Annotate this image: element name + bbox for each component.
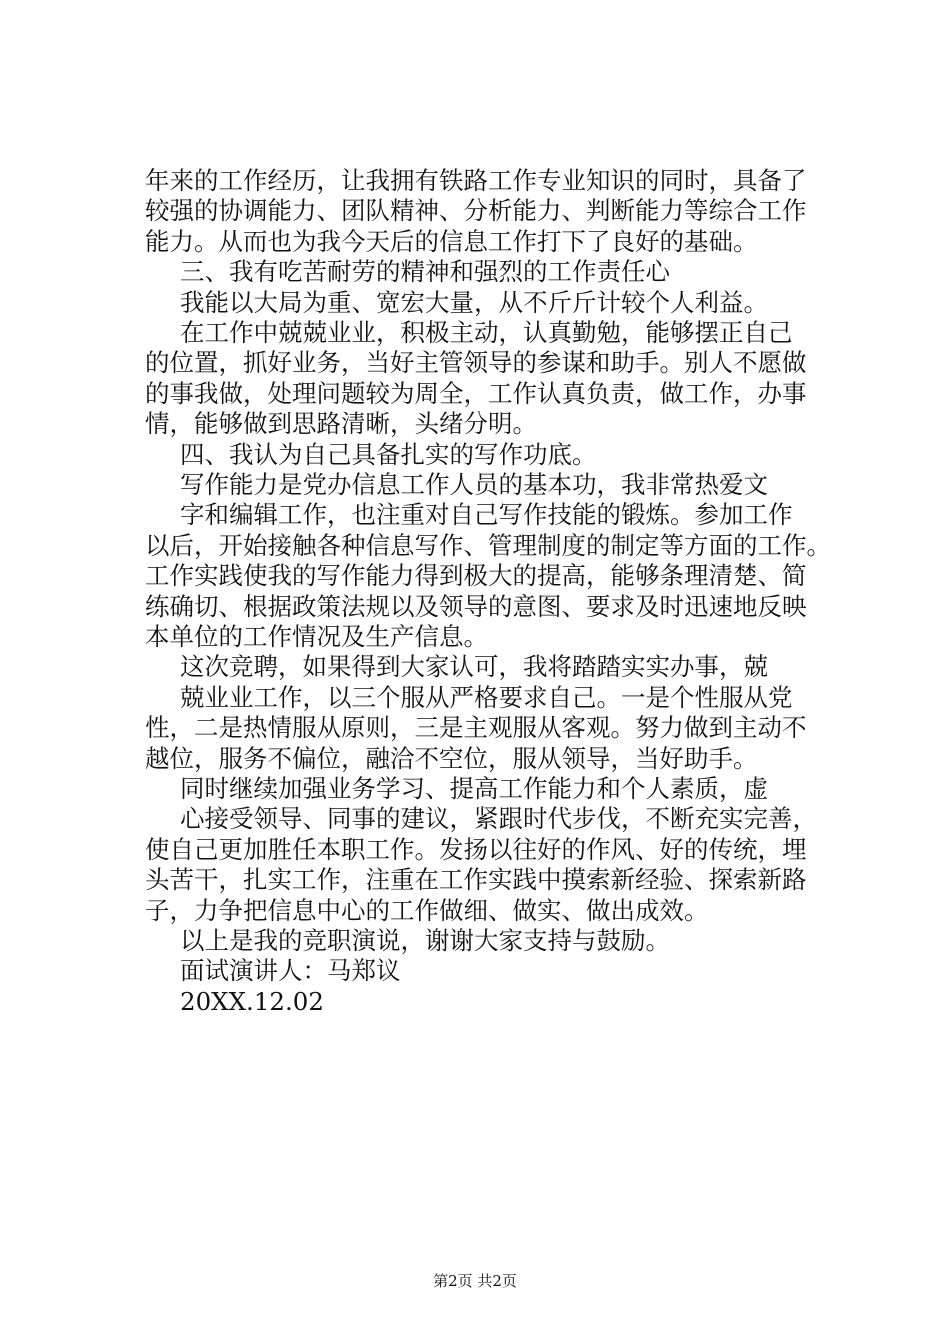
- text-line: 练确切、根据政策法规以及领导的意图、要求及时迅速地反映: [145, 591, 807, 621]
- text-line: 四、我认为自己具备扎实的写作功底。: [180, 439, 597, 469]
- text-line: 性，二是热情服从原则，三是主观服从客观。努力做到主动不: [145, 713, 807, 743]
- text-line: 以后，开始接触各种信息写作、管理制度的制定等方面的工作。: [145, 530, 831, 560]
- text-line: 子，力争把信息中心的工作做细、做实、做出成效。: [145, 895, 709, 925]
- page-footer: 第2页 共2页: [433, 1272, 517, 1290]
- text-line: 工作实践使我的写作能力得到极大的提高，能够条理清楚、简: [145, 561, 807, 591]
- text-line: 头苦干，扎实工作，注重在工作实践中摸索新经验、探索新路: [145, 865, 807, 895]
- text-line: 三、我有吃苦耐劳的精神和强烈的工作责任心: [180, 257, 670, 287]
- text-line: 能力。从而也为我今天后的信息工作打下了良好的基础。: [145, 226, 758, 256]
- text-line: 面试演讲人：马郑议: [180, 956, 401, 986]
- text-line: 我能以大局为重、宽宏大量，从不斤斤计较个人利益。: [180, 287, 768, 317]
- text-line: 同时继续加强业务学习、提高工作能力和个人素质，虚: [180, 774, 768, 803]
- text-line: 情，能够做到思路清晰，头绪分明。: [145, 409, 537, 439]
- text-line: 写作能力是党办信息工作人员的基本功，我非常热爱文: [180, 470, 768, 499]
- text-line: 较强的协调能力、团队精神、分析能力、判断能力等综合工作: [145, 196, 807, 226]
- text-line: 的位置，抓好业务，当好主管领导的参谋和助手。别人不愿做: [145, 348, 807, 378]
- text-line: 20XX.12.02: [180, 986, 324, 1016]
- text-line: 这次竞聘，如果得到大家认可，我将踏踏实实办事，兢: [180, 652, 768, 682]
- text-line: 在工作中兢兢业业，积极主动，认真勤勉，能够摆正自己: [180, 318, 793, 347]
- text-line: 的事我做，处理问题较为周全，工作认真负责，做工作，办事: [145, 378, 807, 408]
- text-line: 使自己更加胜任本职工作。发扬以往好的作风、好的传统，埋: [145, 834, 807, 864]
- text-line: 以上是我的竞职演说，谢谢大家支持与鼓励。: [180, 926, 670, 955]
- text-line: 心接受领导、同事的建议，紧跟时代步伐，不断充实完善，: [180, 804, 817, 834]
- text-line: 本单位的工作情况及生产信息。: [145, 622, 488, 651]
- text-line: 年来的工作经历，让我拥有铁路工作专业知识的同时，具备了: [145, 166, 807, 195]
- text-line: 兢业业工作，以三个服从严格要求自己。一是个性服从党: [180, 682, 793, 712]
- text-line: 字和编辑工作，也注重对自己写作技能的锻炼。参加工作: [180, 500, 793, 530]
- text-line: 越位，服务不偏位，融洽不空位，服从领导，当好助手。: [145, 743, 758, 773]
